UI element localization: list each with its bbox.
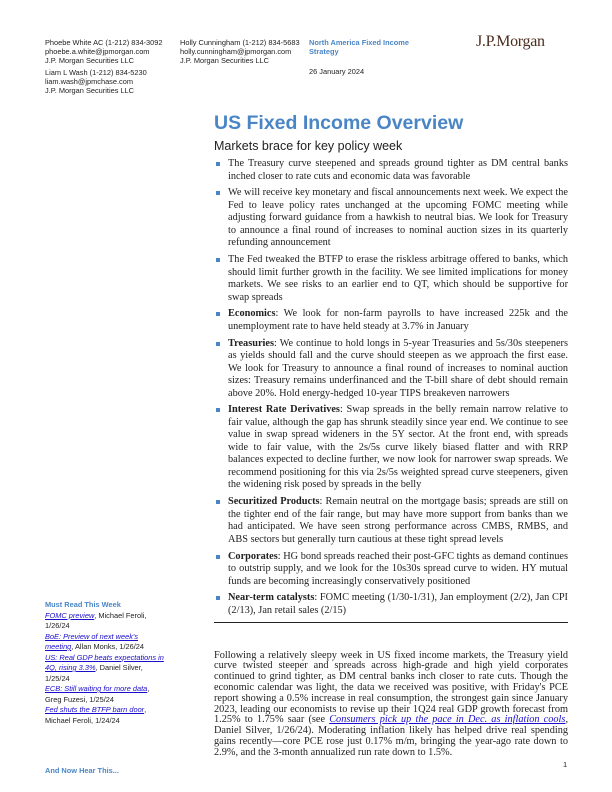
bullet-text: : We continue to hold longs in 5-year Treasuries and 5s/30s steepeners as yields should fall and the curve should steepen as we approach the first ease. We look for Treasury to announce a final round of increases to nominal auction sizes: Treasury remains underfinanced and the T-bill share of debt should remain above 20%. Hold energy-hedged 10-year TIPS breakeven narrowers (228, 337, 568, 399)
body-text: , Daniel Silver, 1/26/24). Moderating inflation likely has helped drive real spending gains recently—core PCE rose just 0.17% m/m, bringing the year-ago rate down to 2.9%, and the 3-month annualized run rate down to 1.5%. (214, 714, 569, 758)
author-firm: J.P. Morgan Securities LLC (180, 56, 270, 66)
bullet-item (214, 404, 568, 492)
must-read-link[interactable]: FOMC preview (45, 610, 95, 620)
key-points-list (214, 158, 568, 617)
must-read-link[interactable]: BoE: Preview of next week's meeting (45, 631, 139, 651)
series-name-2: Strategy (309, 47, 339, 57)
bullet-icon (216, 555, 220, 559)
page-subtitle: Markets brace for key policy week (214, 139, 403, 153)
page-number: 1 (563, 760, 568, 769)
bullet-item (214, 551, 568, 589)
bullet-icon (216, 596, 220, 600)
bullet-text: The Treasury curve steepened and spreads ground tighter as DM central banks inched closer to rate cuts and economic data was favorable (228, 158, 568, 182)
bullet-lead: Corporates (228, 550, 278, 562)
bullet-icon (216, 162, 220, 166)
bullet-text: We will receive key monetary and fiscal announcements next week. We expect the Fed to leave policy rates unchanged at the upcoming FOMC meeting while adjusting forward guidance from a hawkish to neutral bias. We look for Treasury to announce a final round of increases to nominal auction sizes in its quarterly refunding announcement (228, 187, 568, 249)
bullet-icon (216, 312, 220, 316)
main-column (214, 158, 568, 759)
author-email[interactable]: holly.cunningham@jpmorgan.com (180, 47, 292, 57)
must-read-item (45, 705, 165, 726)
bullet-lead: Economics (228, 308, 276, 320)
author-email[interactable]: liam.wash@jpmchase.com (45, 76, 134, 86)
must-read-meta: , Michael Feroli, 1/24/24 (45, 705, 147, 725)
bullet-lead: Securitized Products (228, 496, 320, 508)
bullet-item (214, 496, 568, 546)
author-name: Liam L Wash (1-212) 834-5230 (45, 67, 147, 77)
bullet-item (214, 187, 568, 250)
author-firm: J.P. Morgan Securities LLC (45, 86, 135, 96)
bullet-text: : FOMC meeting (1/30-1/31), Jan employment (2/2), Jan CPI (2/13), Jan retail sales (2/15) (228, 592, 568, 616)
series-block (309, 38, 409, 77)
bullet-item (214, 254, 568, 304)
bullet-icon (216, 408, 220, 412)
bullet-icon (216, 258, 220, 262)
must-read-meta: , Allan Monks, 1/26/24 (71, 642, 145, 651)
series-name: North America Fixed Income (309, 38, 409, 47)
bullet-lead: Near-term catalysts (228, 592, 315, 604)
must-read-sidebar (45, 600, 165, 777)
author-name: Phoebe White AC (1-212) 834-3092 (45, 38, 163, 47)
author-block (180, 38, 300, 66)
report-link[interactable]: Consumers pick up the pace in Dec. as inflation cools (329, 714, 566, 726)
jpmorgan-logo: J.P.Morgan (476, 33, 545, 50)
bullet-text: : We look for non-farm payrolls to have increased 225k and the unemployment rate to have held steady at 3.7% in January (228, 308, 568, 332)
must-read-item (45, 611, 165, 632)
must-read-item (45, 632, 165, 653)
bullet-lead: Treasuries (228, 337, 274, 349)
must-read-link[interactable]: Fed shuts the BTFP barn door (45, 705, 145, 714)
page-title: US Fixed Income Overview (214, 112, 464, 134)
must-read-item (45, 684, 165, 705)
must-read-meta: , Daniel Silver, 1/25/24 (45, 663, 143, 683)
must-read-meta: , Michael Feroli, 1/26/24 (45, 610, 147, 630)
report-date: 26 January 2024 (309, 67, 365, 77)
must-read-item (45, 653, 165, 685)
bullet-item (214, 338, 568, 401)
bullet-text: : Remain neutral on the mortgage basis; spreads are still on the tighter end of the fair range, but may have more support from banks than we had anticipated. We have seen strong performance across CMBS, RMBS, and ABS sectors but generally turn cautious at these tight spread levels (228, 496, 568, 545)
author-firm: J.P. Morgan Securities LLC (45, 56, 135, 66)
bullet-text: : HG bond spreads reached their post-GFC tights as demand continues to outstrip supply, and we look for the 10s30s spread curve to widen. HY mutual funds are becoming increasingly conservatively positioned (228, 550, 568, 587)
bullet-text: The Fed tweaked the BTFP to erase the riskless arbitrage offered to banks, which should limit further growth in the facility. We see limited implications for money markets. We see risks to an earlier end to QT, which should be supportive for swap spreads (228, 254, 568, 303)
bullet-item (214, 158, 568, 183)
body-paragraph (214, 651, 568, 759)
bullet-icon (216, 342, 220, 346)
bullet-item (214, 592, 568, 617)
hear-heading: And Now Hear This... (45, 766, 119, 775)
bullet-icon (216, 191, 220, 195)
divider (214, 622, 568, 623)
bullet-item (214, 308, 568, 333)
author-name: Holly Cunningham (1-212) 834-5683 (180, 38, 300, 47)
bullet-text: : Swap spreads in the belly remain narrow relative to fair value, although the gap has shrunk steadily since year end. We continue to see value in swap spread wideners in the 5Y sector. At the front end, with spreads wide to fair value, with the 2s/5s curve likely biased flatter and with RRP balances expected to decline further, we now look for narrower swap spreads. We recommend positioning for this via 2s/5s weighted spread curve steepeners, given the widening risk posed by spreads in the belly (228, 404, 568, 491)
must-read-meta: , Greg Fuzesi, 1/25/24 (45, 684, 150, 704)
sidebar-heading: Must Read This Week (45, 600, 121, 609)
must-read-link[interactable]: ECB: Still waiting for more data (45, 684, 148, 693)
bullet-icon (216, 500, 220, 504)
author-email[interactable]: phoebe.a.white@jpmorgan.com (45, 47, 150, 57)
must-read-link[interactable]: US: Real GDP beats expectations in 4Q, rising 3.3% (45, 652, 164, 672)
author-block (45, 38, 163, 95)
bullet-lead: Interest Rate Derivatives (228, 404, 340, 416)
body-text: Following a relatively sleepy week in US fixed income markets, the Treasury yield curve twisted steeper and spreads across high-grade and high yield corporates continued to grind tighter, as DM central banks inch closer to rate cuts. Though the economic calendar was light, the data we received was positive, with Friday's PCE report showing a 0.5% increase in real consumption, the strongest gain since January 2023, leading our economists to revise up their 1Q24 real GDP growth forecast from 1.25% to 1.75% saar (see (214, 649, 568, 726)
